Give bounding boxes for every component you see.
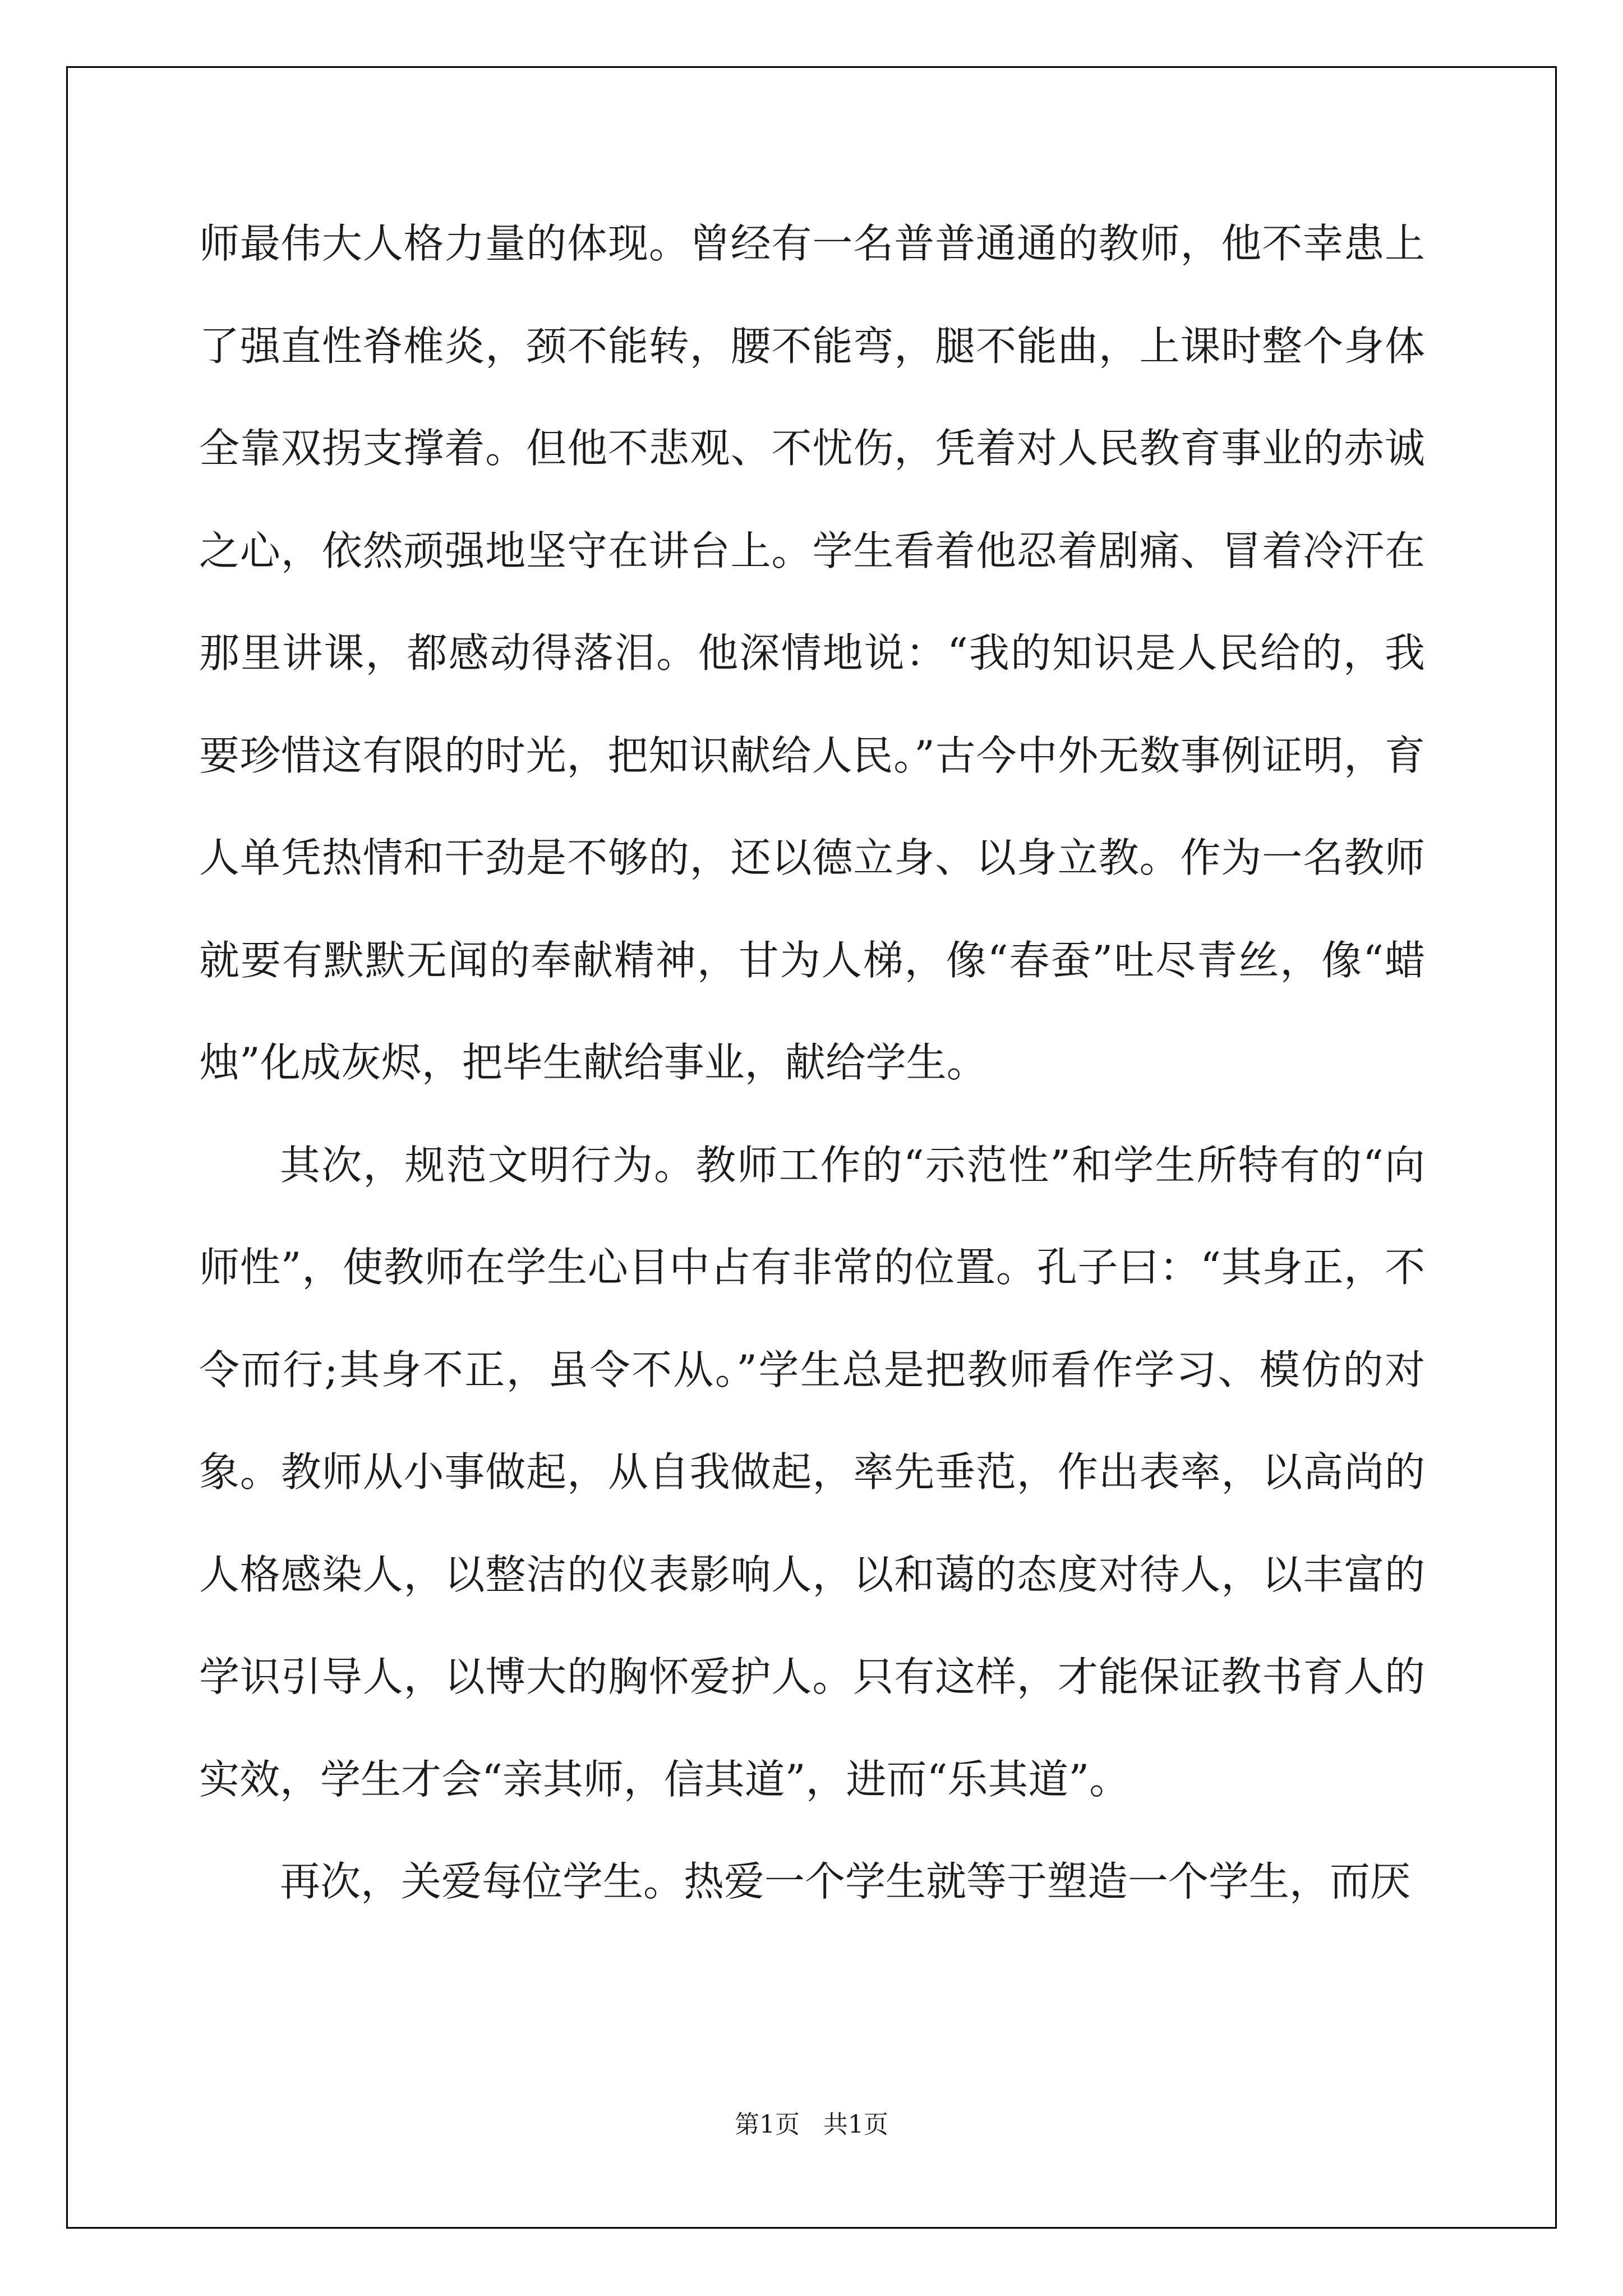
page-footer: 第1页 共1页 [735,2110,888,2139]
document-body [199,192,1425,1933]
paragraph-3: 再次，关爱每位学生。热爱一个学生就等于塑造一个学生，而厌 [280,1858,1411,1905]
paragraph-1: 师最伟大人格力量的体现。曾经有一名普普通通的教师，他不幸患上了强直性脊椎炎，颈不能转，腰不能弯，腿不能曲，上课时整个身体全靠双拐支撑着。但他不悲观、不忧伤，凭着对人民教育事业的赤诚之心，依然顽强地坚守在讲台上。学生看着他忍着剧痛、冒着冷汗在那里讲课，都感动得落泪。他深情地说：“我的知识是人民给的，我要珍惜这有限的时光，把知识献给人民。”古今中外无数事例证明，育人单凭热情和干劲是不够的，还以德立身、以身立教。作为一名教师就要有默默无闻的奉献精神，甘为人梯，像“春蚕”吐尽青丝，像“蜡烛”化成灰烬，把毕生献给事业，献给学生。 [199,220,1425,1086]
paragraph-2: 其次，规范文明行为。教师工作的“示范性”和学生所特有的“向师性”，使教师在学生心目中占有非常的位置。孔子曰：“其身正，不令而行;其身不正，虽令不从。”学生总是把教师看作学习、模仿的对象。教师从小事做起，从自我做起，率先垂范，作出表率，以高尚的人格感染人，以整洁的仪表影响人，以和蔼的态度对待人，以丰富的学识引导人，以博大的胸怀爱护人。只有这样，才能保证教书育人的实效，学生才会“亲其师，信其道”，进而“乐其道”。 [199,1141,1425,1803]
